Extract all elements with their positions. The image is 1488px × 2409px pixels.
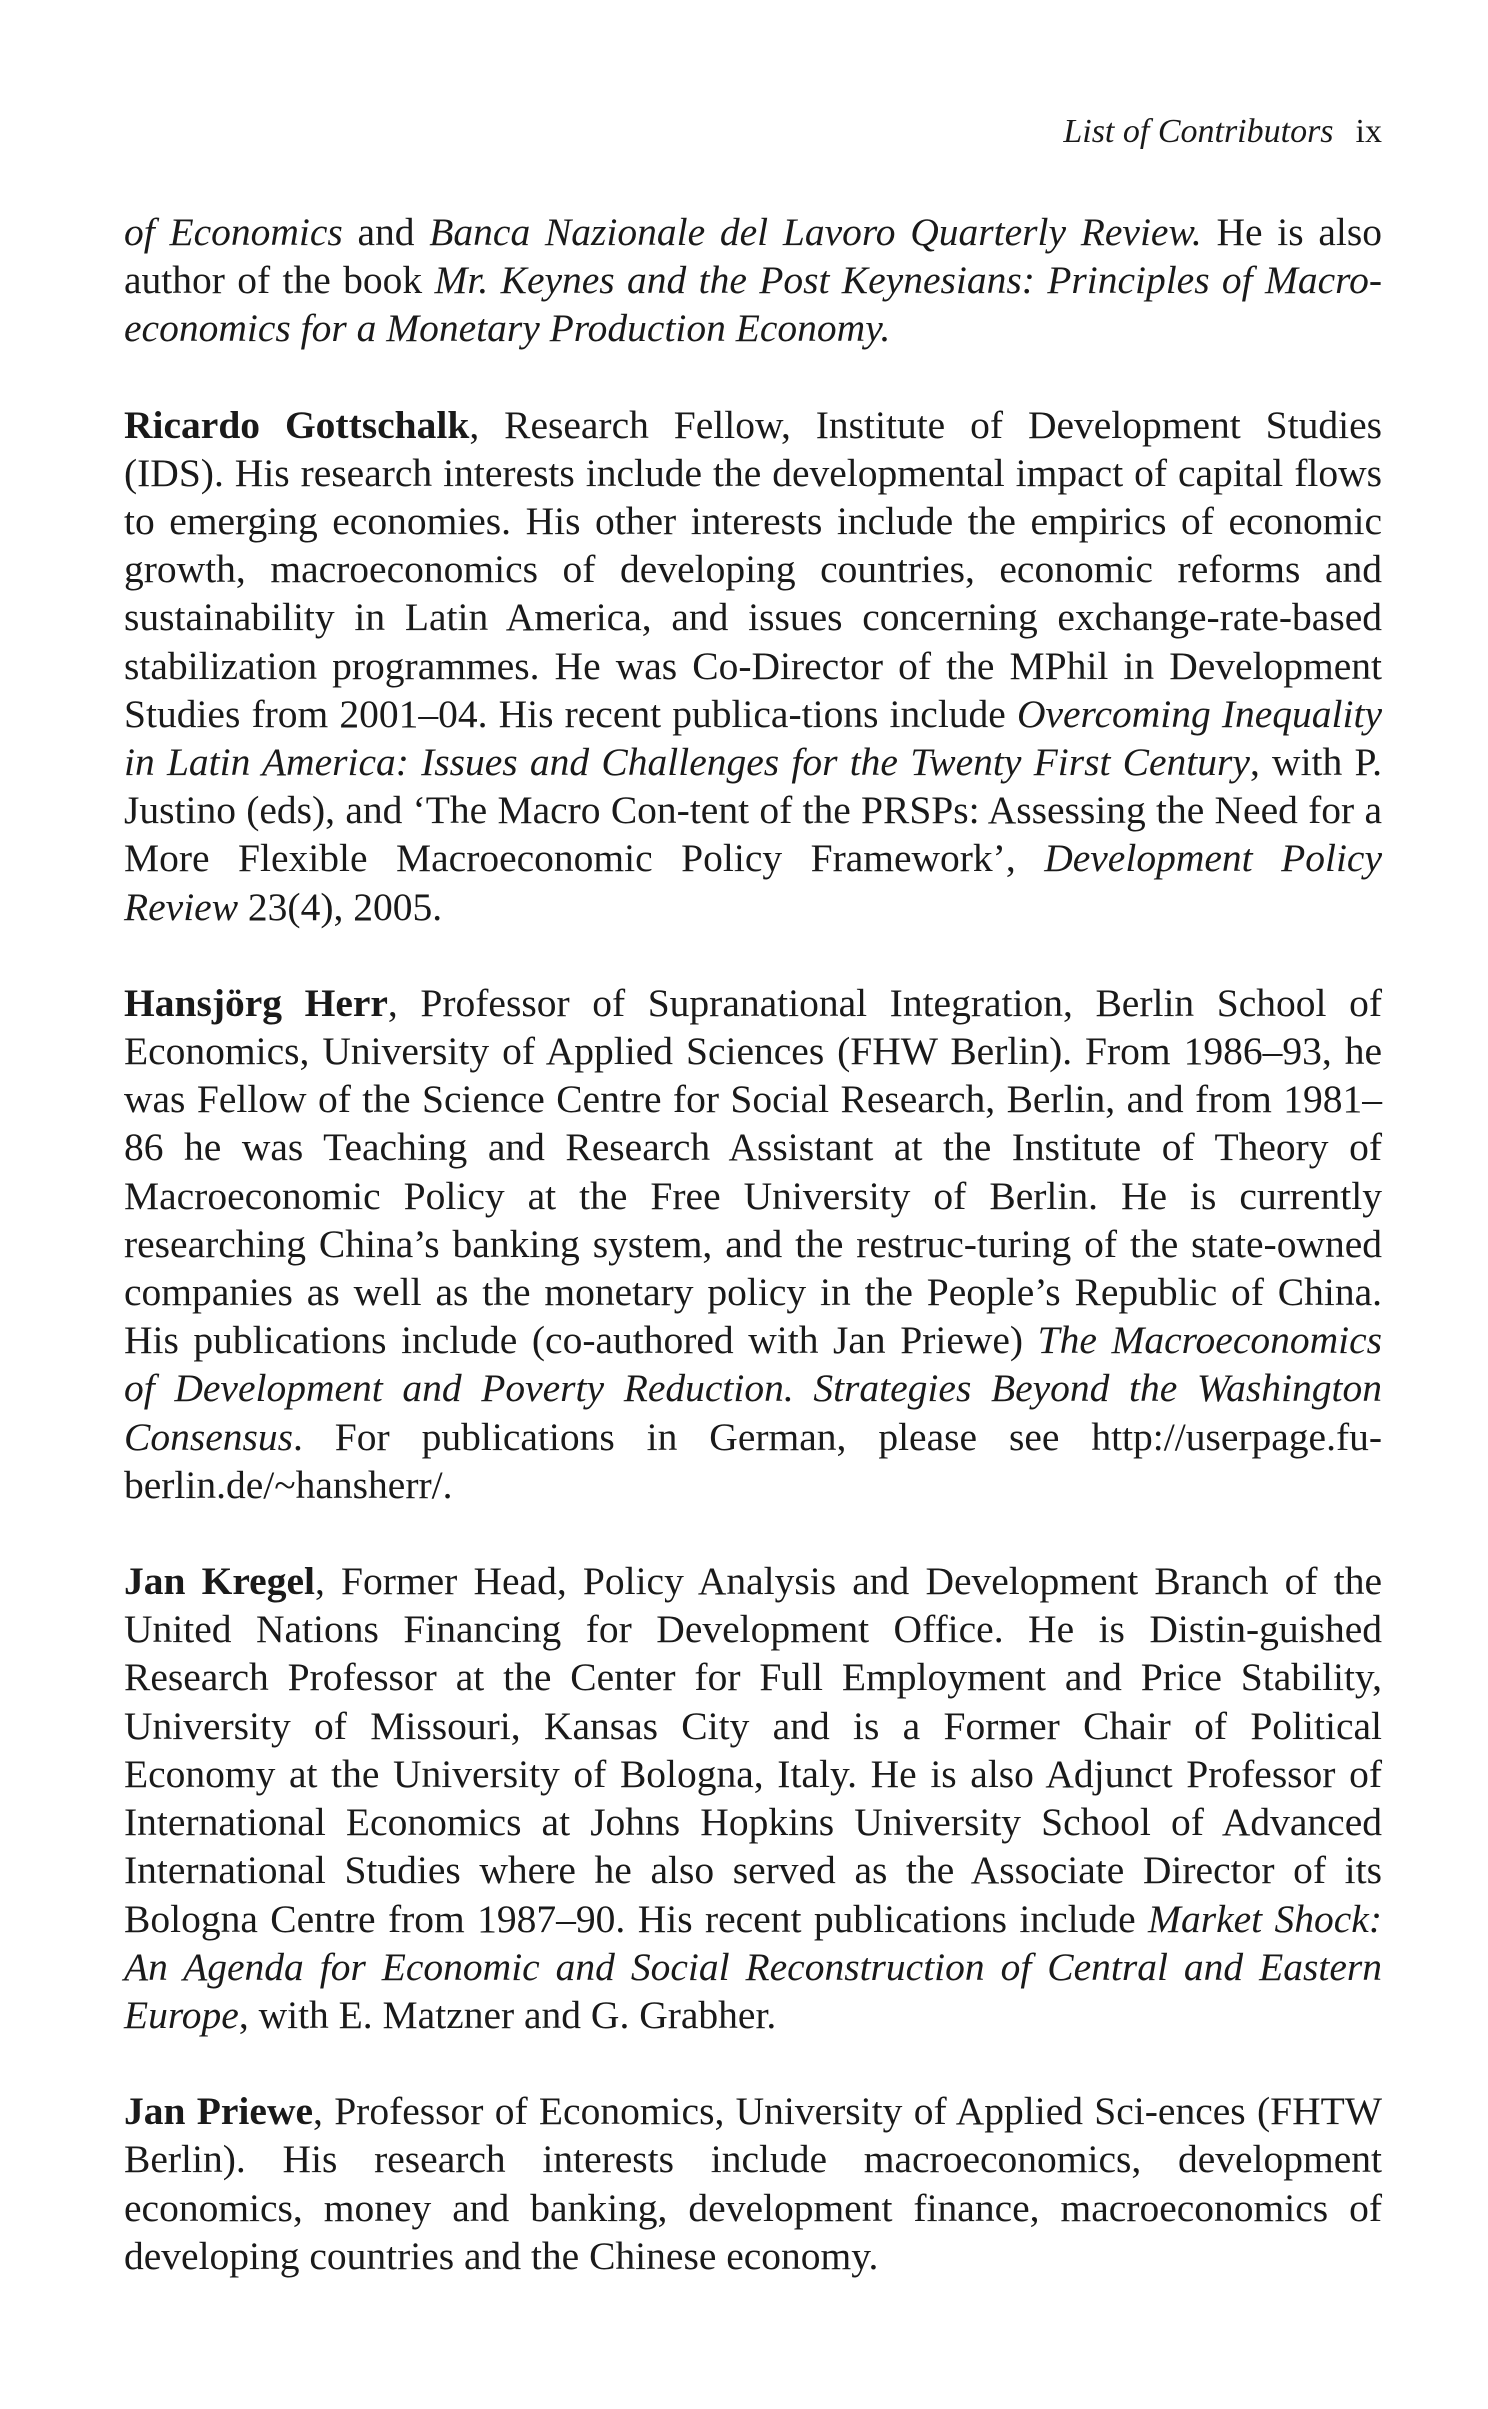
journal-title: Development Policy Review — [124, 836, 1382, 929]
journal-title: Banca Nazionale del Lavoro Quarterly Review. — [429, 210, 1202, 254]
book-title: The Macroeconomics of Development and Poverty Reduction. Strategies Beyond the Washington Consensus — [124, 1318, 1383, 1459]
entry-text: , with P. Justino (eds), and ‘The Macro Con-tent of the PRSPs: Assessing the Need for a More Flexible Macroeconomic Policy Framework’, — [124, 740, 1382, 881]
journal-title: of Economics — [124, 210, 343, 254]
contributor-name: Hansjörg Herr — [124, 980, 388, 1025]
entry-text: , Research Fellow, Institute of Development Studies (IDS). His research interests include the developmental impact of capital flows to emerging economies. His other interests include the empirics of economic growth, macroeconomics of developing countries, economic reforms and sustainability in Latin America, and issues concerning exchange-rate-based stabilization programmes. He was Co-Director of the MPhil in Development Studies from 2001–04. His recent publica-tions include — [124, 402, 1382, 736]
running-head — [1063, 112, 1382, 152]
entry-text: , Professor of Supranational Integration, Berlin School of Economics, University of Applied Sciences (FHW Berlin). From 1986–93, he was Fellow of the Science Centre for Social Research, Berlin, and from 1981–86 he was Teaching and Research Assistant at the Institute of Theory of Macroeconomic Policy at the Free University of Berlin. He is currently researching China’s banking system, and the restruc-turing of the state-owned companies as well as the monetary policy in the People’s Republic of China. His publications include (co-authored with Jan Priewe) — [124, 980, 1382, 1363]
contributor-name: Jan Kregel — [124, 1559, 315, 1604]
contributors-list — [124, 208, 1382, 2328]
entry-text: , Former Head, Policy Analysis and Development Branch of the United Nations Financing for Development Office. He is Distin-guished Research Professor at the Center for Full Employment and Price Stability, University of Missouri, Kansas City and is a Former Chair of Political Economy at the University of Bologna, Italy. He is also Adjunct Professor of International Economics at Johns Hopkins University School of Advanced International Studies where he also served as the Associate Director of its Bologna Centre from 1987–90. His recent publications include — [124, 1559, 1382, 1941]
contributor-name: Ricardo Gottschalk — [124, 402, 470, 447]
contributor-entry-gottschalk — [124, 401, 1382, 931]
book-title: Overcoming Inequality in Latin America: Issues and Challenges for the Twenty First Century — [124, 691, 1382, 785]
entry-text: , Professor of Economics, University of Applied Sci-ences (FHTW Berlin). His research interests include macroeconomics, development economics, money and banking, development finance, macroeconomics of developing countries and the Chinese economy. — [124, 2089, 1382, 2278]
page-number: ix — [1355, 113, 1382, 150]
entry-text: 23(4), 2005. — [238, 884, 443, 929]
entry-text: , with E. Matzner and G. Grabher. — [238, 1992, 777, 2037]
contributor-entry-herr — [124, 979, 1382, 1509]
contributor-entry-priewe — [124, 2087, 1382, 2280]
entry-text: He is also author of the book — [124, 210, 1382, 303]
book-title: Market Shock: An Agenda for Economic and Social Reconstruction of Central and Eastern Europe — [124, 1896, 1382, 2037]
entry-text: . For publications in German, please see http://userpage.fu-berlin.de/~hansherr/. — [124, 1414, 1382, 1507]
contributor-entry-continued — [124, 208, 1382, 353]
book-title: Mr. Keynes and the Post Keynesians: Principles of Macro-economics for a Monetary Production Economy. — [124, 258, 1382, 351]
entry-text: and — [342, 210, 430, 254]
contributor-name: Jan Priewe — [124, 2089, 314, 2134]
contributor-entry-kregel — [124, 1557, 1382, 2039]
running-head-title: List of Contributors — [1063, 113, 1334, 150]
